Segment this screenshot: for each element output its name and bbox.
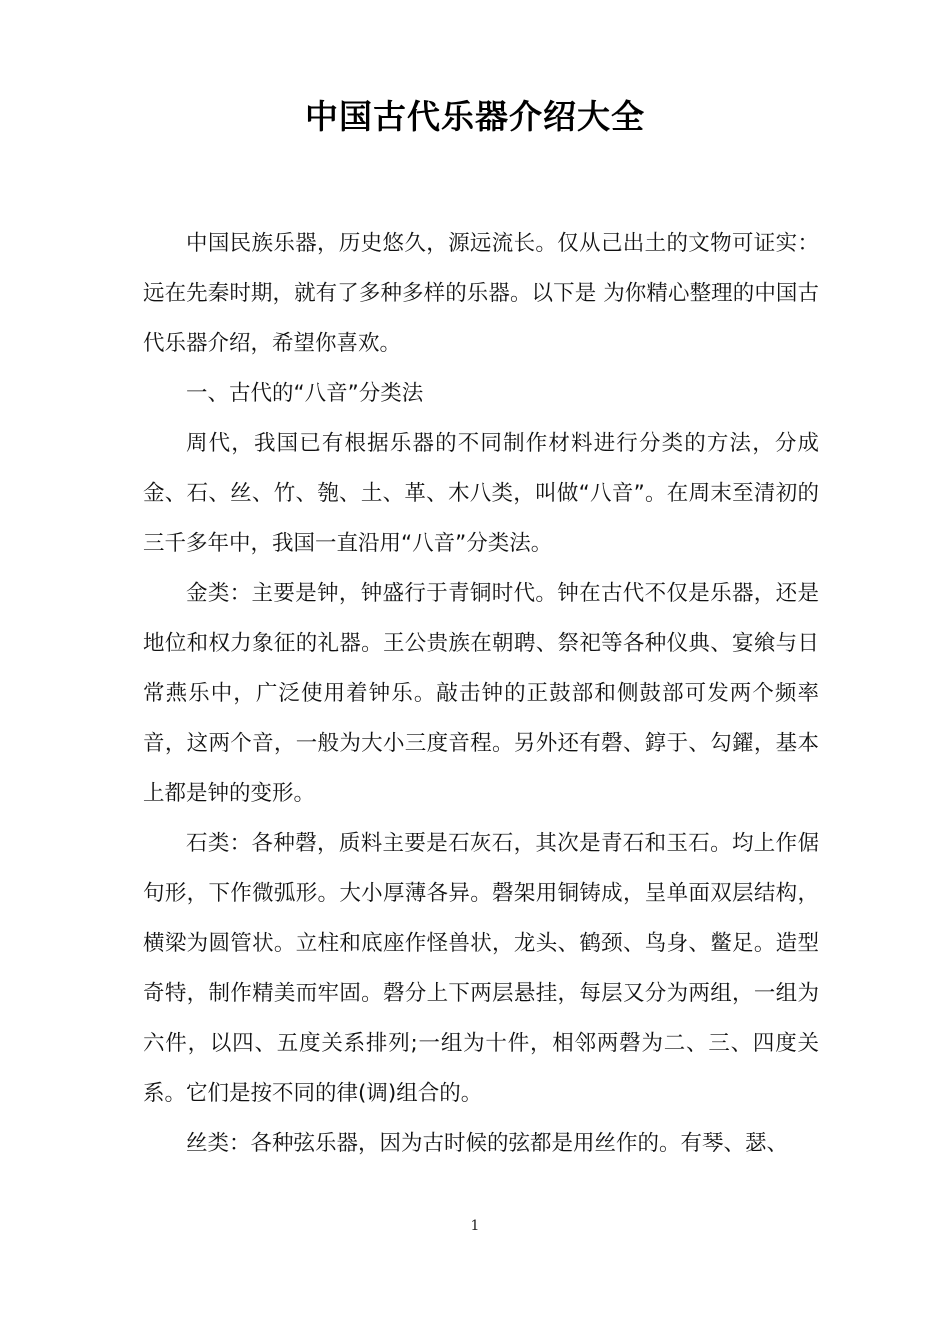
paragraph-zhou-classification: 周代，我国已有根据乐器的不同制作材料进行分类的方法，分成金、石、丝、竹、匏、土、革、木八类，叫做“八音”。在周末至清初的三千多年中，我国一直沿用“八音”分类法。: [143, 431, 819, 556]
paragraph-stone-instruments: 石类：各种磬，质料主要是石灰石，其次是青石和玉石。均上作倨句形，下作微弧形。大小厚薄各异。磬架用铜铸成，呈单面双层结构，横梁为圆管状。立柱和底座作怪兽状，龙头、鹤颈、鸟身、鳖足。造型奇特，制作精美而牢固。磬分上下两层悬挂，每层又分为两组，一组为六件，以四、五度关系排列;一组为十件，相邻两磬为二、三、四度关系。它们是按不同的律(调)组合的。: [143, 831, 819, 1106]
section-heading-bayin: 一、古代的“八音”分类法: [186, 381, 424, 406]
paragraph-silk-instruments: 丝类：各种弦乐器，因为古时候的弦都是用丝作的。有琴、瑟、: [186, 1131, 789, 1156]
page-title: 中国古代乐器介绍大全: [305, 97, 645, 136]
page-number: 1: [470, 1218, 480, 1234]
paragraph-metal-instruments: 金类：主要是钟，钟盛行于青铜时代。钟在古代不仅是乐器，还是地位和权力象征的礼器。王公贵族在朝聘、祭祀等各种仪典、宴飨与日常燕乐中，广泛使用着钟乐。敲击钟的正鼓部和侧鼓部可发两个频率音，这两个音，一般为大小三度音程。另外还有磬、錞于、勾鑃，基本上都是钟的变形。: [143, 581, 819, 806]
paragraph-intro: 中国民族乐器，历史悠久，源远流长。仅从己出土的文物可证实：远在先秦时期，就有了多种多样的乐器。以下是 为你精心整理的中国古代乐器介绍，希望你喜欢。: [143, 231, 819, 356]
document-body: [143, 219, 819, 1169]
